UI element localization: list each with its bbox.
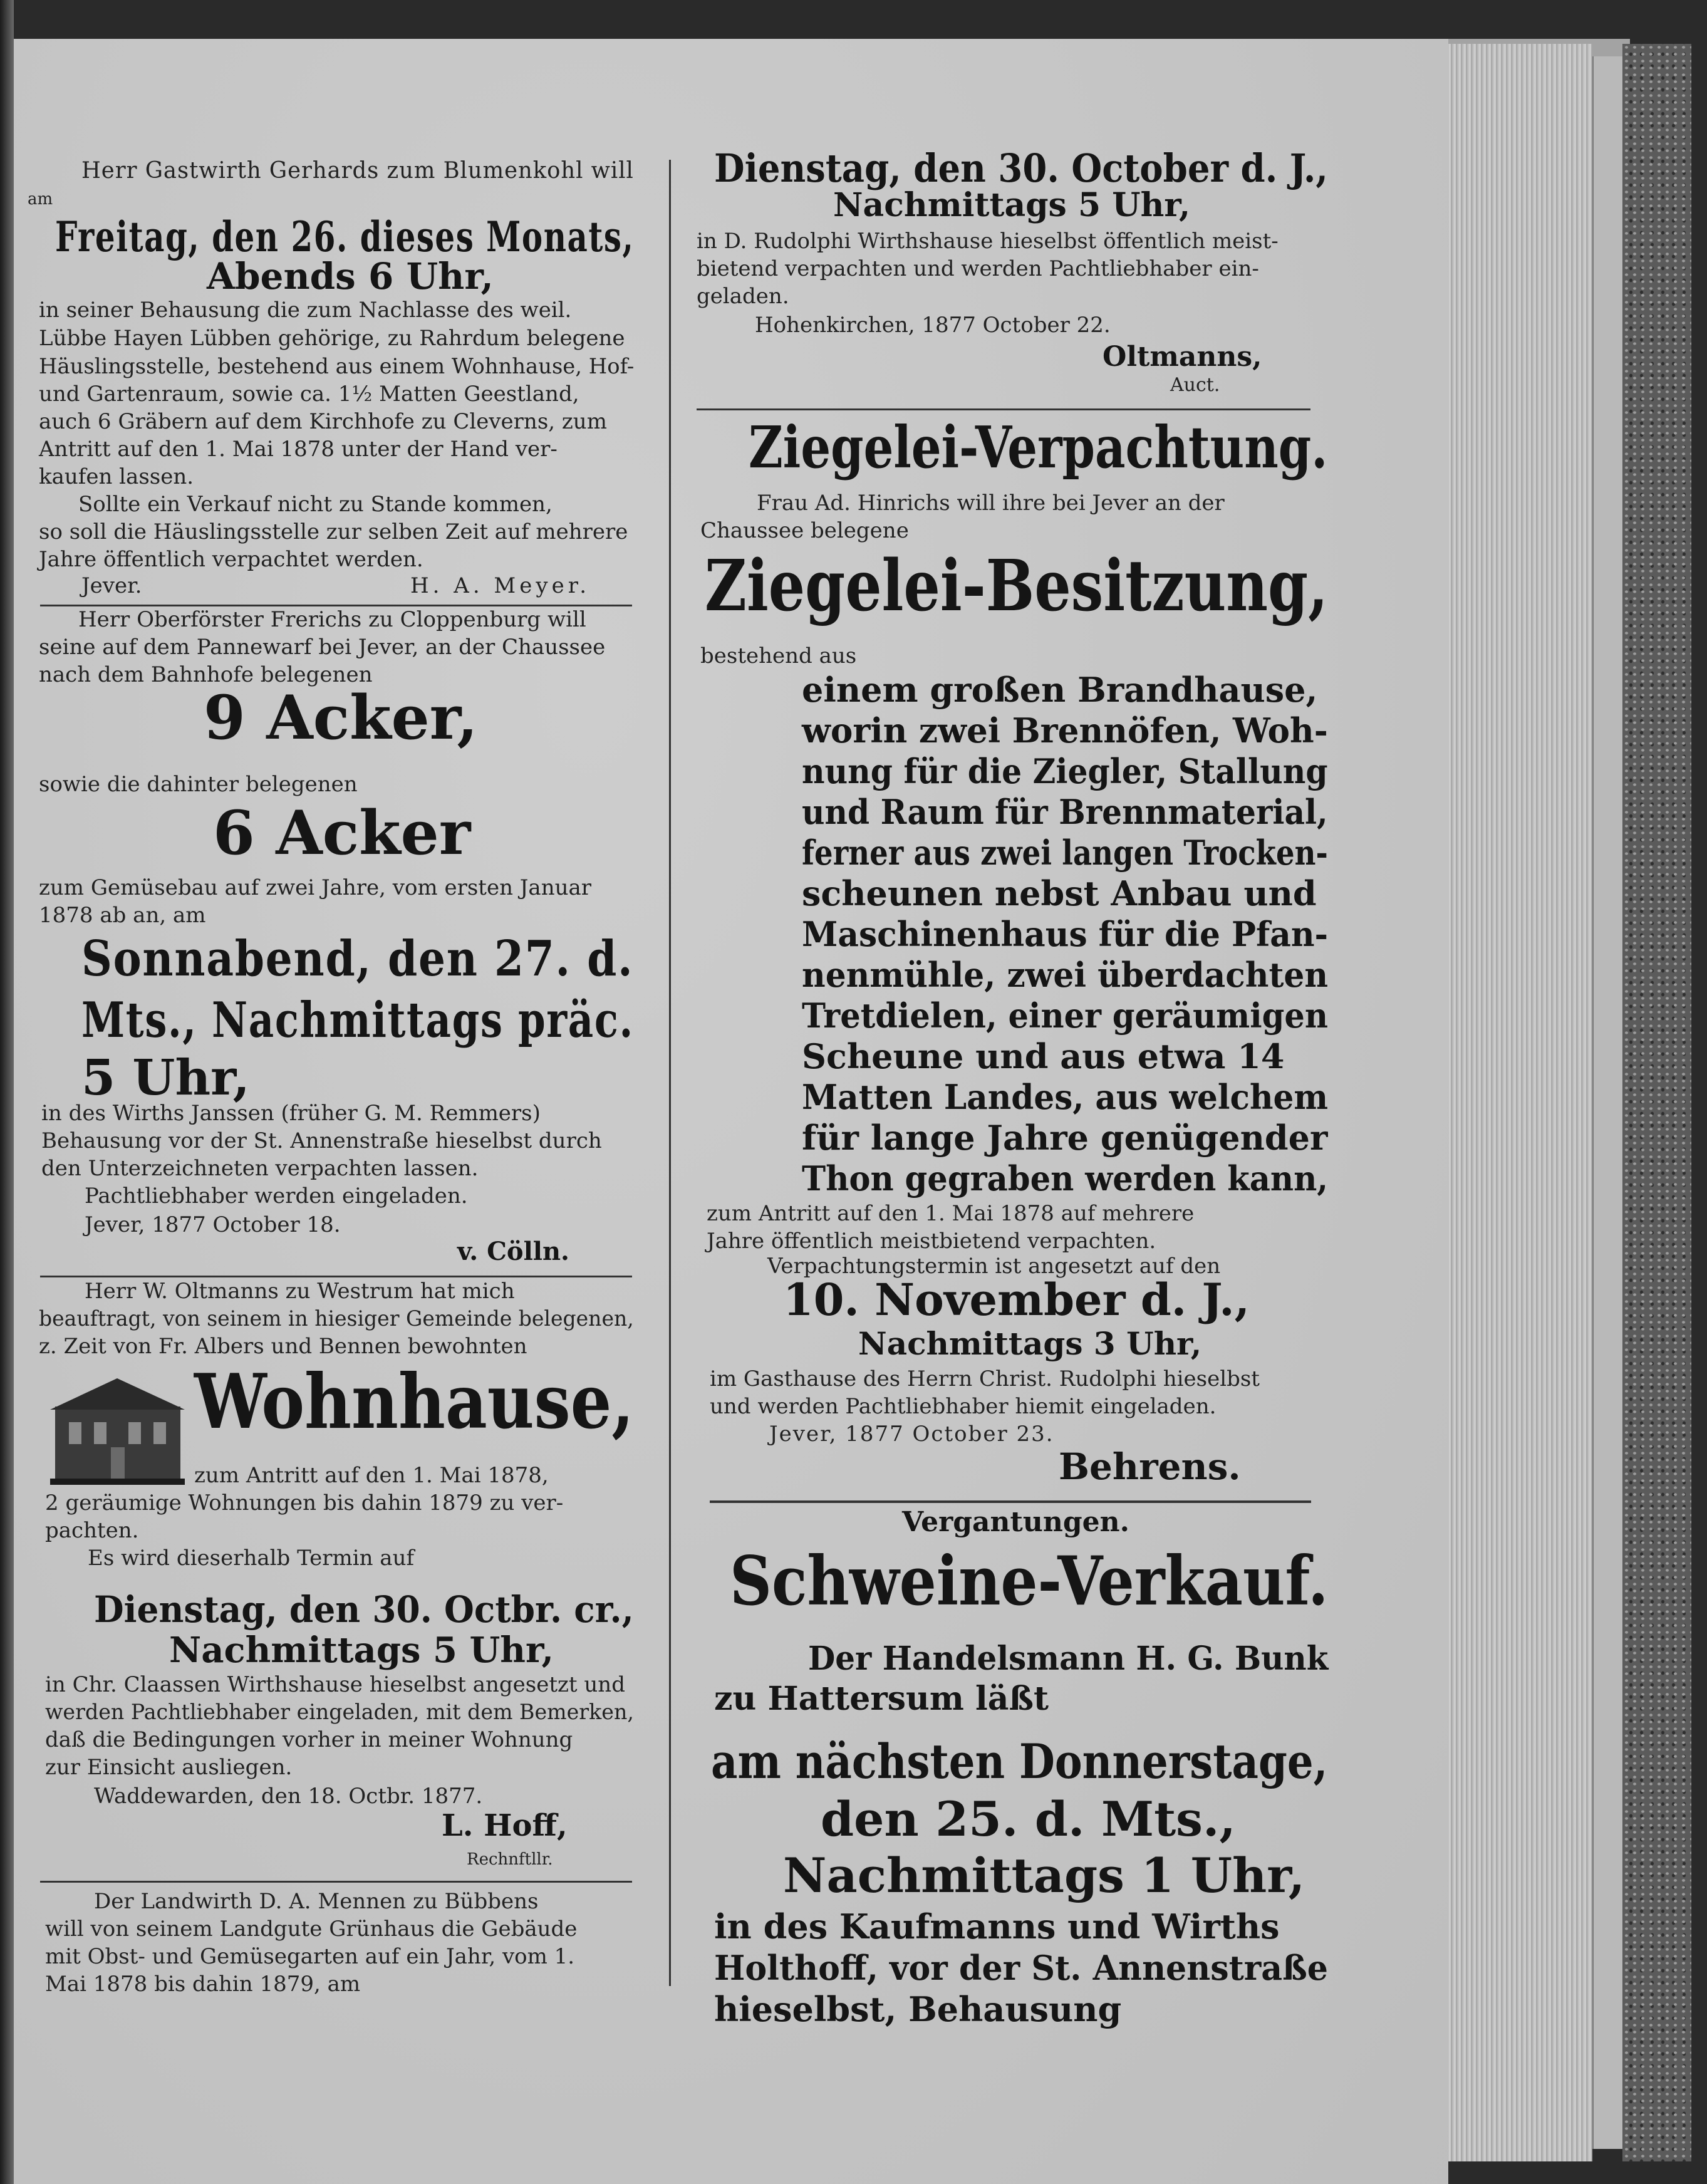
big-line: scheunen nebst Anbau und [802,873,1317,913]
ad-date: Freitag, den 26. dieses Monats, [55,212,635,261]
line: 1878 ab an, am [39,903,206,928]
ad-title: Rechnftllr. [467,1850,553,1869]
line: in D. Rudolphi Wirthshause hieselbst öffentlich meist- [697,229,1279,254]
line: auch 6 Gräbern auf dem Kirchhofe zu Cleverns, zum [39,409,607,434]
big-line: nung für die Ziegler, Stallung [802,751,1328,791]
line: Lübbe Hayen Lübben gehörige, zu Rahrdum belegene [39,326,625,351]
ad-time: Nachmittags 1 Uhr, [783,1848,1305,1903]
section-heading: Vergantungen. [902,1506,1129,1538]
ad-big-heading: Ziegelei-Besitzung, [705,545,1329,627]
line: den Unterzeichneten verpachten lassen. [41,1156,479,1181]
line: Es wird dieserhalb Termin auf [88,1546,415,1571]
line: Behausung vor der St. Annenstraße hieselbst durch [41,1128,602,1153]
line: in Chr. Claassen Wirthshause hieselbst angesetzt und [45,1672,625,1697]
line: zum Antritt auf den 1. Mai 1878 auf mehrere [707,1201,1195,1226]
ad-place-date: Hohenkirchen, 1877 October 22. [755,313,1111,338]
line: Herr W. Oltmanns zu Westrum hat mich [85,1279,515,1304]
ad-big-heading: 6 Acker [213,798,471,868]
line: Jahre öffentlich verpachtet werden. [39,547,423,572]
ad-date: den 25. d. Mts., [821,1791,1236,1847]
line: so soll die Häuslingsstelle zur selben Zeit auf mehrere [39,519,628,544]
line: 2 geräumige Wohnungen bis dahin 1879 zu ver- [45,1490,564,1516]
facing-page-edge [0,0,14,2184]
line: daß die Bedingungen vorher in meiner Wohnung [45,1727,573,1752]
line: Chaussee belegene [700,518,909,543]
big-line: Holthoff, vor der St. Annenstraße [714,1948,1329,1988]
ad-place: Jever. [81,573,142,598]
ad-separator [40,605,632,606]
ad-separator [40,1276,632,1277]
ad-time: Nachmittags 3 Uhr, [858,1325,1202,1362]
ad-date: Dienstag, den 30. October d. J., [714,145,1328,191]
big-line: Scheune und aus etwa 14 [802,1036,1285,1076]
big-line: für lange Jahre genügender [802,1118,1328,1158]
line: Pachtliebhaber werden eingeladen. [85,1183,468,1209]
house-woodcut-icon [50,1375,185,1485]
ad-time: Nachmittags 5 Uhr, [833,186,1191,224]
line: werden Pachtliebhaber eingeladen, mit dem Bemerken, [45,1700,634,1725]
big-line: einem großen Brandhause, [802,670,1318,710]
line: nach dem Bahnhofe belegenen [39,662,373,687]
line: Frau Ad. Hinrichs will ihre bei Jever an der [757,491,1225,516]
big-line: worin zwei Brennöfen, Woh- [802,710,1328,751]
ad-separator [697,408,1310,410]
big-line: in des Kaufmanns und Wirths [714,1906,1280,1947]
ad-time: Abends 6 Uhr, [207,255,494,298]
ad-separator [40,1881,632,1883]
line: in des Wirths Janssen (früher G. M. Remmers) [41,1101,541,1126]
ad-big-heading: 9 Acker, [204,682,478,753]
ad-big-heading: Wohnhause, [194,1358,635,1446]
ad-signature: Behrens. [1059,1445,1241,1488]
ad-date: Sonnabend, den 27. d. [81,930,634,987]
book-page-edges [1448,44,1592,2161]
ad-signature: L. Hoff, [442,1808,568,1843]
line: kaufen lassen. [39,464,194,489]
line: mit Obst- und Gemüsegarten auf ein Jahr, vom 1. [45,1944,575,1969]
line: beauftragt, von seinem in hiesiger Gemeinde belegenen, [39,1306,634,1331]
line: bestehend aus [700,643,857,668]
line: zum Gemüsebau auf zwei Jahre, vom ersten Januar [39,875,592,900]
big-line: Maschinenhaus für die Pfan- [802,914,1329,954]
column-divider [669,160,671,1986]
line: in seiner Behausung die zum Nachlasse des weil. [39,298,572,323]
ad-signature: v. Cölln. [457,1237,569,1266]
line: geladen. [697,284,789,309]
big-line: Thon gegraben werden kann, [802,1158,1329,1199]
line: Herr Oberförster Frerichs zu Cloppenburg will [78,607,586,632]
ad-intro: Herr Gastwirth Gerhards zum Blumenkohl will [81,158,634,184]
line: Der Landwirth D. A. Mennen zu Bübbens [94,1889,539,1914]
ad-headline: Schweine-Verkauf. [730,1542,1329,1621]
ad-date: am nächsten Donnerstage, [711,1734,1328,1789]
ad-place-date: Jever, 1877 October 23. [769,1422,1054,1447]
line: pachten. [45,1518,139,1543]
ad-place-date: Waddewarden, den 18. Octbr. 1877. [94,1784,483,1809]
big-line: Tretdielen, einer geräumigen [802,996,1329,1036]
ad-date: Mts., Nachmittags präc. [81,992,634,1049]
ad-time: 5 Uhr, [81,1049,250,1106]
line: zur Einsicht ausliegen. [45,1755,293,1780]
line: und Gartenraum, sowie ca. 1½ Matten Geestland, [39,382,579,407]
big-line: Der Handelsmann H. G. Bunk [808,1640,1329,1678]
ad-date: 10. November d. J., [783,1274,1250,1326]
ad-signature: H. A. Meyer. [410,573,591,598]
ad-time: Nachmittags 5 Uhr, [169,1630,554,1671]
line: Verpachtungstermin ist angesetzt auf den [767,1254,1221,1279]
big-line: nenmühle, zwei überdachten [802,955,1329,995]
ad-title: Auct. [1170,374,1220,396]
line: im Gasthause des Herrn Christ. Rudolphi hieselbst [710,1366,1260,1391]
ad-am: am [28,190,53,209]
line: und werden Pachtliebhaber hiemit eingeladen. [710,1394,1217,1419]
line: Mai 1878 bis dahin 1879, am [45,1972,361,1997]
line: seine auf dem Pannewarf bei Jever, an der Chaussee [39,635,606,660]
ad-place-date: Jever, 1877 October 18. [85,1212,341,1237]
line: Sollte ein Verkauf nicht zu Stande kommen, [78,492,553,517]
line: zum Antritt auf den 1. Mai 1878, [194,1463,549,1488]
line: will von seinem Landgute Grünhaus die Gebäude [45,1916,578,1942]
line: sowie die dahinter belegenen [39,772,358,797]
line: bietend verpachten und werden Pachtliebhaber ein- [697,256,1259,281]
ad-signature: Oltmanns, [1103,341,1262,373]
ad-separator [710,1500,1311,1503]
big-line: ferner aus zwei langen Trocken- [802,833,1328,873]
line: Antritt auf den 1. Mai 1878 unter der Hand ver- [39,437,558,462]
big-line: und Raum für Brennmaterial, [802,792,1328,832]
line: Jahre öffentlich meistbietend verpachten. [707,1229,1156,1254]
line: Häuslingsstelle, bestehend aus einem Wohnhause, Hof- [39,354,635,379]
marbled-book-cover [1622,44,1691,2161]
big-line: Matten Landes, aus welchem [802,1077,1329,1117]
big-line: hieselbst, Behausung [714,1989,1122,2029]
ad-date: Dienstag, den 30. Octbr. cr., [94,1588,634,1631]
big-line: zu Hattersum läßt [714,1680,1049,1718]
ad-headline: Ziegelei-Verpachtung. [749,413,1328,481]
line: z. Zeit von Fr. Albers und Bennen bewohnten [39,1334,527,1359]
